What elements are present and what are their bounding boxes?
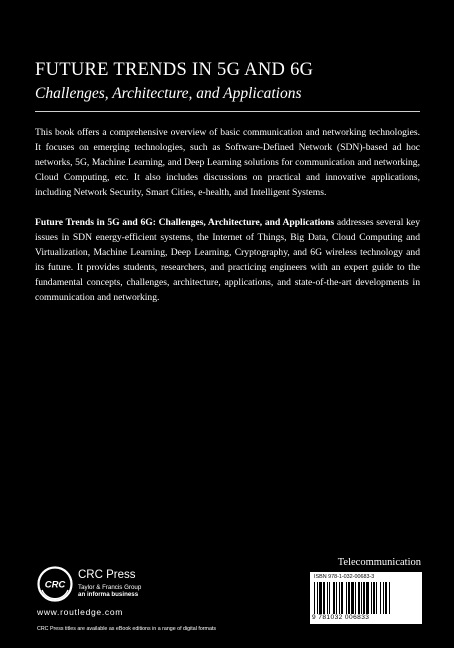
barcode-bar [373, 582, 375, 614]
subject-category: Telecommunication [337, 557, 421, 568]
barcode-bar [327, 582, 328, 614]
barcode-bar [336, 582, 337, 614]
paragraph-2-lead: Future Trends in 5G and 6G: Challenges, Architecture, and Applications [35, 217, 335, 228]
barcode-bars [314, 582, 418, 614]
ebook-footnote: CRC Press titles are available as eBook editions in a range of digital formats [37, 626, 217, 632]
barcode-bar [339, 582, 340, 614]
barcode-bar [380, 582, 381, 614]
isbn-barcode [310, 572, 422, 624]
logo-lettering: CRC [44, 579, 66, 591]
barcode-bar [366, 582, 369, 614]
barcode-bar [371, 582, 372, 614]
book-title: FUTURE TRENDS IN 5G AND 6G [35, 60, 314, 80]
paragraph-2-body: addresses several key issues in SDN energy-efficient systems, the Internet of Things, Big Data, Cloud Computing and Virtualization, Machine Learning, Deep Learning, Cryptography, and 6G wireless technology and its future. It provides students, researchers, and practicing engineers with an expert guide to the fundamental concepts, challenges, architecture, applications, and state-of-the-art developments in communication and networking. [35, 217, 420, 303]
barcode-bar [385, 582, 387, 614]
barcode-bar [376, 582, 377, 614]
publisher-name: CRC Press [78, 569, 136, 581]
description-paragraph-1: This book offers a comprehensive overview of basic communication and networking technologies. It focuses on emerging technologies, such as Software-Defined Network (SDN)-based ad hoc networks, 5G, Machine Learning, and Deep Learning solutions for communication and networking, Cloud Computing, etc. It also includes discussions on practical and innovative applications, including Network Security, Smart Cities, e-health, and Intelligent Systems. [35, 127, 420, 198]
barcode-bar [314, 582, 315, 614]
barcode-bar [317, 582, 318, 614]
title-divider [35, 111, 420, 112]
barcode-bar [363, 582, 365, 614]
barcode-bar [355, 582, 356, 614]
barcode-bar [348, 582, 350, 614]
publisher-website-link[interactable]: www.routledge.com [37, 607, 124, 617]
description-paragraph-2 [35, 215, 420, 305]
crc-press-logo-icon [37, 566, 73, 602]
barcode-bar [341, 582, 343, 614]
barcode-bar [323, 582, 325, 614]
barcode-bar [346, 582, 347, 614]
isbn-label: ISBN 978-1-032-00683-3 [314, 574, 375, 580]
barcode-bar [361, 582, 362, 614]
barcode-bar [383, 582, 384, 614]
book-subtitle: Challenges, Architecture, and Applications [35, 85, 302, 102]
isbn-digits: 9 781032 006833 [312, 614, 370, 621]
barcode-bar [329, 582, 330, 614]
barcode-bar [358, 582, 360, 614]
barcode-bar [389, 582, 390, 614]
barcode-bar [319, 582, 322, 614]
publisher-group: Taylor & Francis Group [78, 584, 142, 591]
barcode-bar [351, 582, 354, 614]
barcode-bar [333, 582, 335, 614]
publisher-tagline: an informa business [78, 591, 139, 598]
